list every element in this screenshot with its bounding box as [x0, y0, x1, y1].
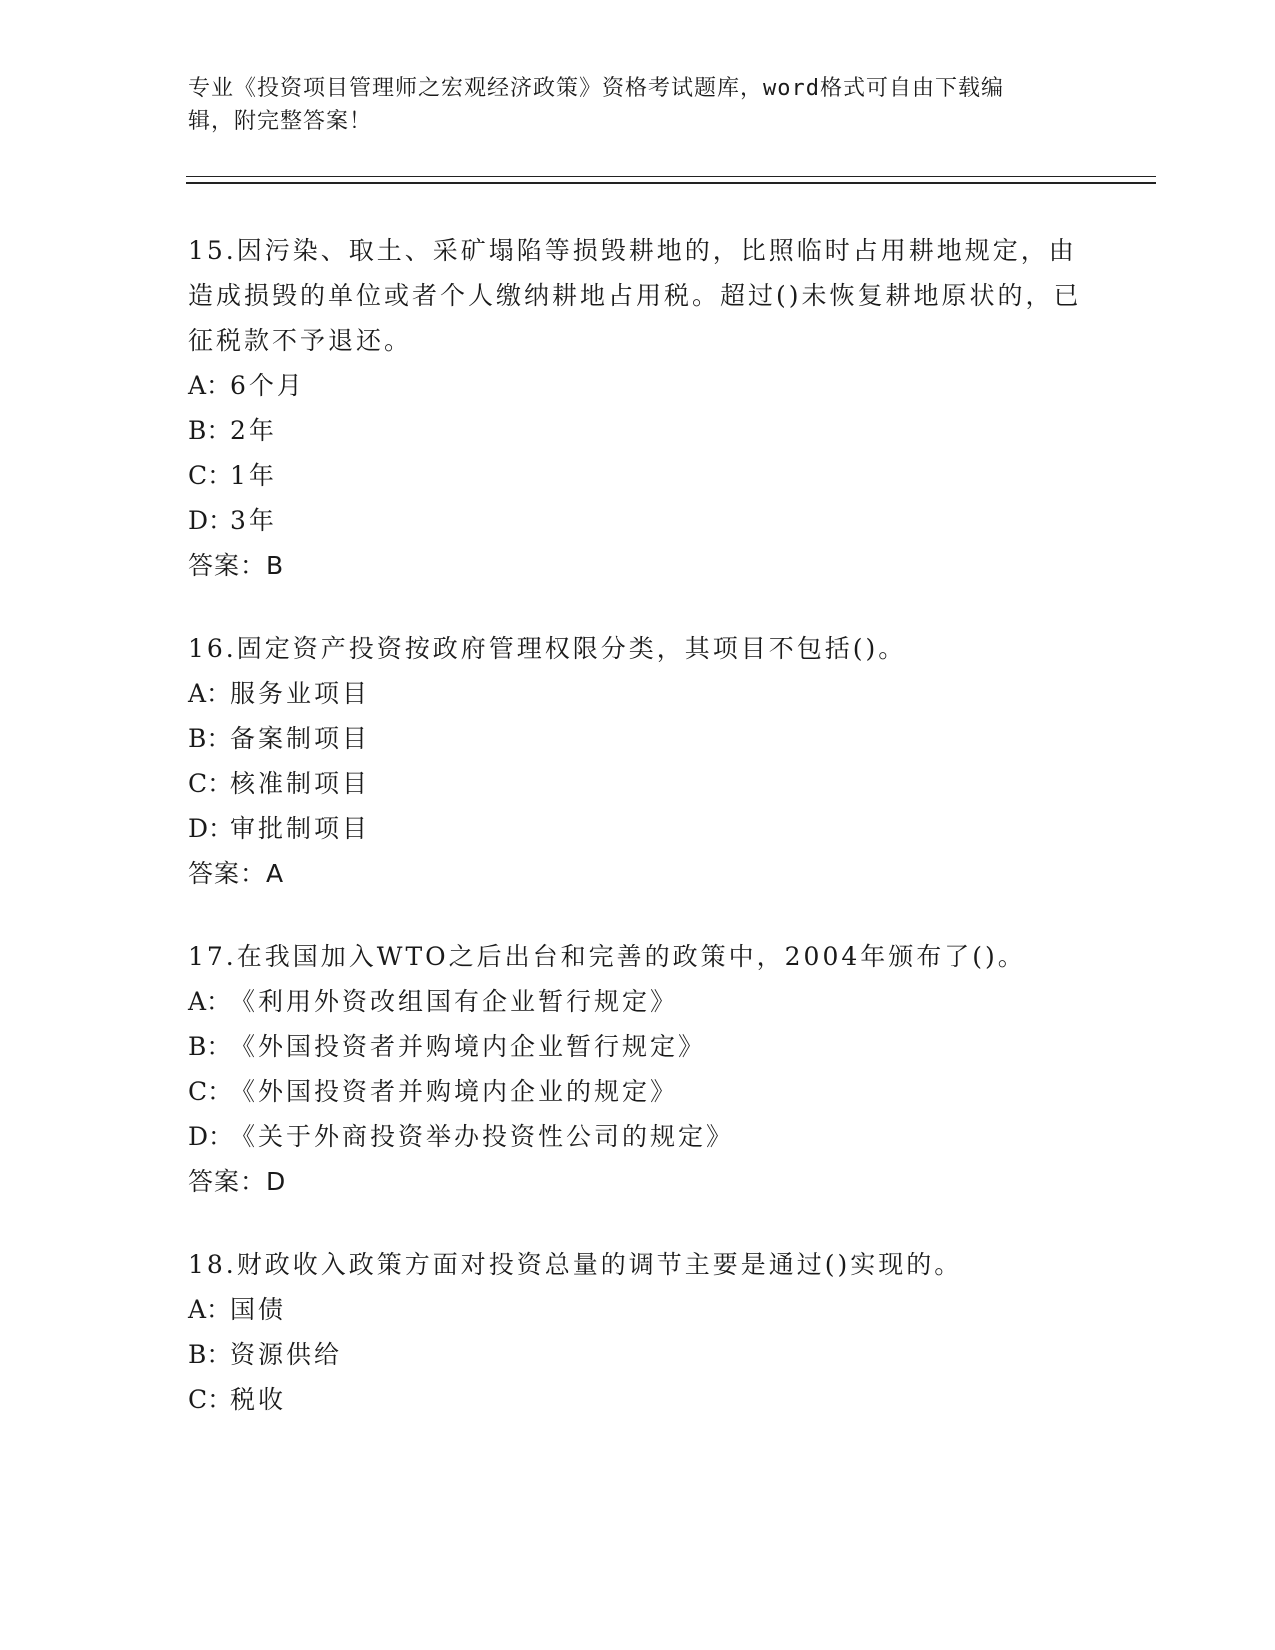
option-text: 1年	[230, 461, 277, 490]
option-letter: A：	[188, 987, 232, 1016]
option-text: 资源供给	[230, 1340, 343, 1369]
option-a	[188, 979, 1088, 1024]
option-text: 核准制项目	[230, 769, 371, 798]
option-c	[188, 1377, 1088, 1422]
option-letter: C：	[188, 1077, 233, 1106]
question-list	[188, 228, 1088, 1460]
option-letter: B：	[188, 724, 232, 753]
question-stem: 16.固定资产投资按政府管理权限分类，其项目不包括()。	[188, 634, 907, 663]
header-line-2: 辑，附完整答案！	[188, 109, 373, 134]
option-b	[188, 1332, 1088, 1377]
option-b	[188, 716, 1088, 761]
question-stem: 15.因污染、取土、采矿塌陷等损毁耕地的，比照临时占用耕地规定，由造成损毁的单位或者个人缴纳耕地占用税。超过()未恢复耕地原状的，已征税款不予退还。	[188, 236, 1082, 355]
option-text: 《关于外商投资举办投资性公司的规定》	[230, 1122, 735, 1151]
option-b	[188, 1024, 1088, 1069]
option-letter: A：	[188, 1295, 232, 1324]
question-16	[188, 626, 1088, 896]
option-letter: D：	[188, 1122, 234, 1151]
option-text: 3年	[230, 506, 277, 535]
option-letter: B：	[188, 1032, 232, 1061]
option-text: 服务业项目	[230, 679, 371, 708]
answer-line: 答案：D	[188, 1167, 287, 1196]
document-header	[188, 72, 1068, 138]
option-text: 6个月	[230, 371, 305, 400]
option-letter: C：	[188, 461, 233, 490]
option-letter: A：	[188, 371, 232, 400]
option-b	[188, 408, 1088, 453]
option-text: 税收	[230, 1385, 287, 1414]
option-letter: D：	[188, 506, 234, 535]
option-c	[188, 453, 1088, 498]
option-c	[188, 1069, 1088, 1114]
question-18	[188, 1242, 1088, 1422]
question-stem: 18.财政收入政策方面对投资总量的调节主要是通过()实现的。	[188, 1250, 963, 1279]
option-text: 国债	[230, 1295, 287, 1324]
option-c	[188, 761, 1088, 806]
question-15	[188, 228, 1088, 588]
option-letter: C：	[188, 769, 233, 798]
option-text: 《外国投资者并购境内企业的规定》	[230, 1077, 679, 1106]
option-text: 审批制项目	[230, 814, 371, 843]
header-line-1: 专业《投资项目管理师之宏观经济政策》资格考试题库，word格式可自由下载编	[188, 76, 1004, 101]
question-stem: 17.在我国加入WTO之后出台和完善的政策中，2004年颁布了()。	[188, 942, 1026, 971]
option-d	[188, 1114, 1088, 1159]
option-d	[188, 498, 1088, 543]
option-letter: B：	[188, 416, 232, 445]
answer-line: 答案：A	[188, 859, 285, 888]
option-text: 备案制项目	[230, 724, 371, 753]
option-text: 《外国投资者并购境内企业暂行规定》	[230, 1032, 707, 1061]
option-a	[188, 671, 1088, 716]
header-divider	[186, 176, 1156, 184]
option-text: 2年	[230, 416, 277, 445]
answer-line: 答案：B	[188, 551, 285, 580]
option-text: 《利用外资改组国有企业暂行规定》	[230, 987, 679, 1016]
option-d	[188, 806, 1088, 851]
option-letter: B：	[188, 1340, 232, 1369]
option-a	[188, 363, 1088, 408]
option-letter: A：	[188, 679, 232, 708]
option-letter: C：	[188, 1385, 233, 1414]
option-letter: D：	[188, 814, 234, 843]
question-17	[188, 934, 1088, 1204]
option-a	[188, 1287, 1088, 1332]
